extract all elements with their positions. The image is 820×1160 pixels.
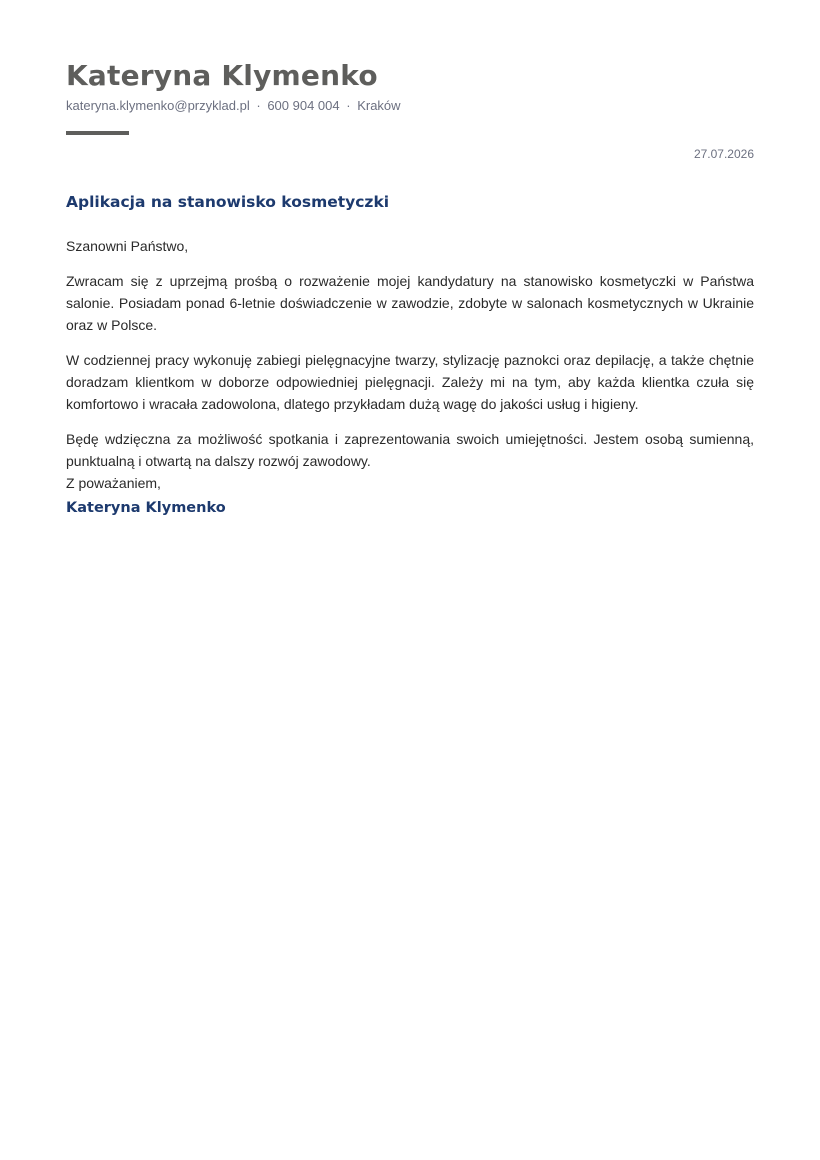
salutation: Szanowni Państwo,: [66, 238, 189, 254]
closing-phrase: Z poważaniem,: [66, 475, 161, 491]
body-paragraph: Będę wdzięczna za możliwość spotkania i zaprezentowania swoich umiejętności. Jestem osobą sumienną, punktualną i otwartą na dalszy rozwój zawodowy.: [66, 431, 754, 469]
city: Kraków: [357, 98, 401, 113]
body-paragraph: Zwracam się z uprzejmą prośbą o rozważenie mojej kandydatury na stanowisko kosmetyczki w Państwa salonie. Posiadam ponad 6-letnie doświadczenie w zawodzie, zdobyte w salonach kosmetycznych w Ukrainie oraz w Polsce.: [66, 273, 754, 333]
header-divider: [66, 131, 129, 135]
letter-subject: Aplikacja na stanowisko kosmetyczki: [66, 193, 390, 211]
body-paragraph: W codziennej pracy wykonuję zabiegi pielęgnacyjne twarzy, stylizację paznokci oraz depilację, a także chętnie doradzam klientkom w doborze odpowiedniej pielęgnacji. Zależy mi na tym, aby każda klientka czuła się komfortowo i wracała zadowolona, dlatego przykładam dużą wagę do jakości usług i higieny.: [66, 352, 754, 412]
email-address: kateryna.klymenko@przyklad.pl: [66, 98, 250, 113]
contact-line: [66, 98, 401, 113]
letter-date: 27.07.2026: [693, 147, 754, 161]
contact-separator: ·: [346, 98, 351, 113]
phone-number: 600 904 004: [267, 98, 340, 113]
letter-body: [66, 235, 754, 485]
contact-separator: ·: [256, 98, 261, 113]
signature-name: Kateryna Klymenko: [66, 500, 226, 516]
applicant-name: Kateryna Klymenko: [66, 59, 378, 92]
